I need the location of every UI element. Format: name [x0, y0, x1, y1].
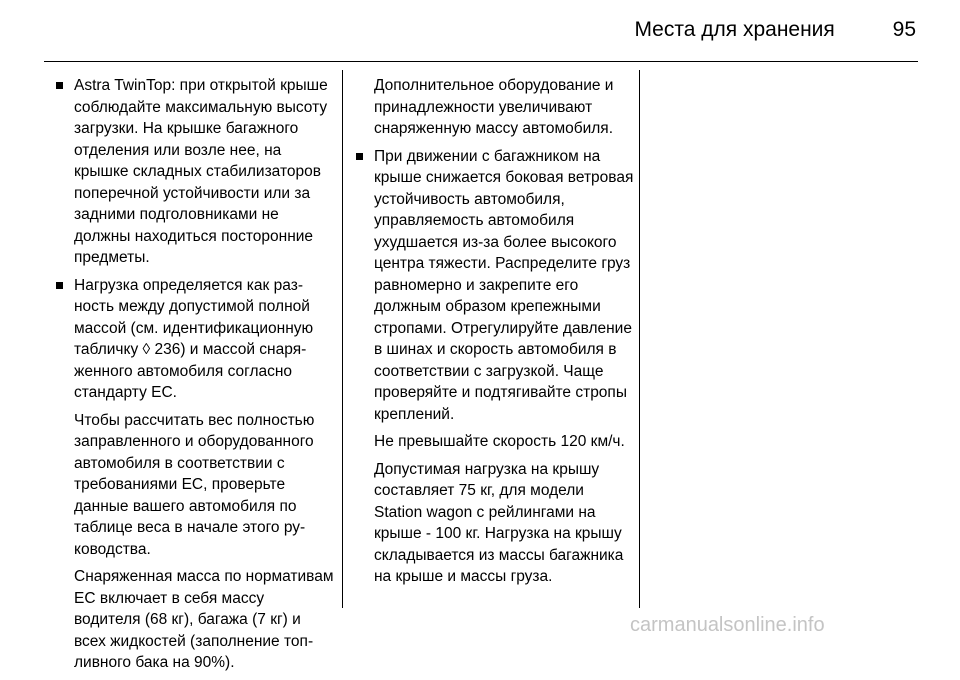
page-title: Места для хранения — [634, 18, 835, 41]
paragraph: Снаряженная масса по нормативам ЕС включает в себя массу водителя (68 кг), багажа (7 кг) и всех жидкостей (заполнение топливного бака на 90%). — [74, 568, 334, 671]
page-number: 95 — [892, 18, 916, 41]
page-header — [634, 18, 916, 42]
right-column — [356, 75, 634, 594]
watermark: carmanualsonline.info — [630, 614, 825, 636]
bullet-item — [56, 75, 334, 269]
header-rule — [44, 61, 918, 62]
column-divider — [639, 70, 640, 608]
left-column — [56, 75, 334, 680]
paragraph: Допустимая нагрузка на крышу составляет 75 кг, для модели Station wagon с рейлингами на крыше - 100 кг. Нагрузка на крышу складывается из массы багажника на крыше и массы груза. — [374, 460, 624, 585]
bullet-square-icon — [56, 82, 63, 89]
bullet-text: Нагрузка определяется как разность между допустимой полной массой (см. идентификационную табличку ◊ 236) и массой снаряженного автомобиля согласно стандарту ЕС. — [74, 276, 314, 401]
bullet-item — [56, 275, 334, 404]
bullet-text: Astra TwinTop: при открытой крыше соблюдайте максимальную высоту загрузки. На крышке багажного отделения или возле нее, на крышке складных стабилизаторов поперечной устойчивости или за задними подголовниками не должны находиться посторонние предметы. — [74, 77, 328, 266]
bullet-item — [356, 146, 634, 426]
paragraph: Чтобы рассчитать вес полностью заправленного и оборудованного автомобиля в соответствии с требованиями ЕС, проверьте данные вашего автомобиля по таблице веса в начале этого руководства. — [74, 411, 315, 558]
paragraph: Не превышайте скорость 120 км/ч. — [374, 433, 625, 450]
bullet-square-icon — [356, 153, 363, 160]
paragraph: Дополнительное оборудование и принадлежности увеличивают снаряженную массу автомобиля. — [374, 77, 614, 137]
column-divider — [342, 70, 343, 608]
bullet-text: При движении с багажником на крыше снижается боковая ветровая устойчивость автомобиля, управляемость автомобиля ухудшается из-за более высокого центра тяжести. Распределите груз равномерно и закрепите его должным образом крепежными стропами. Отрегулируйте давление в шинах и скорость автомобиля в соответствии с загрузкой. Чаще проверяйте и подтягивайте стропы креплений. — [374, 147, 634, 423]
bullet-square-icon — [56, 282, 63, 289]
